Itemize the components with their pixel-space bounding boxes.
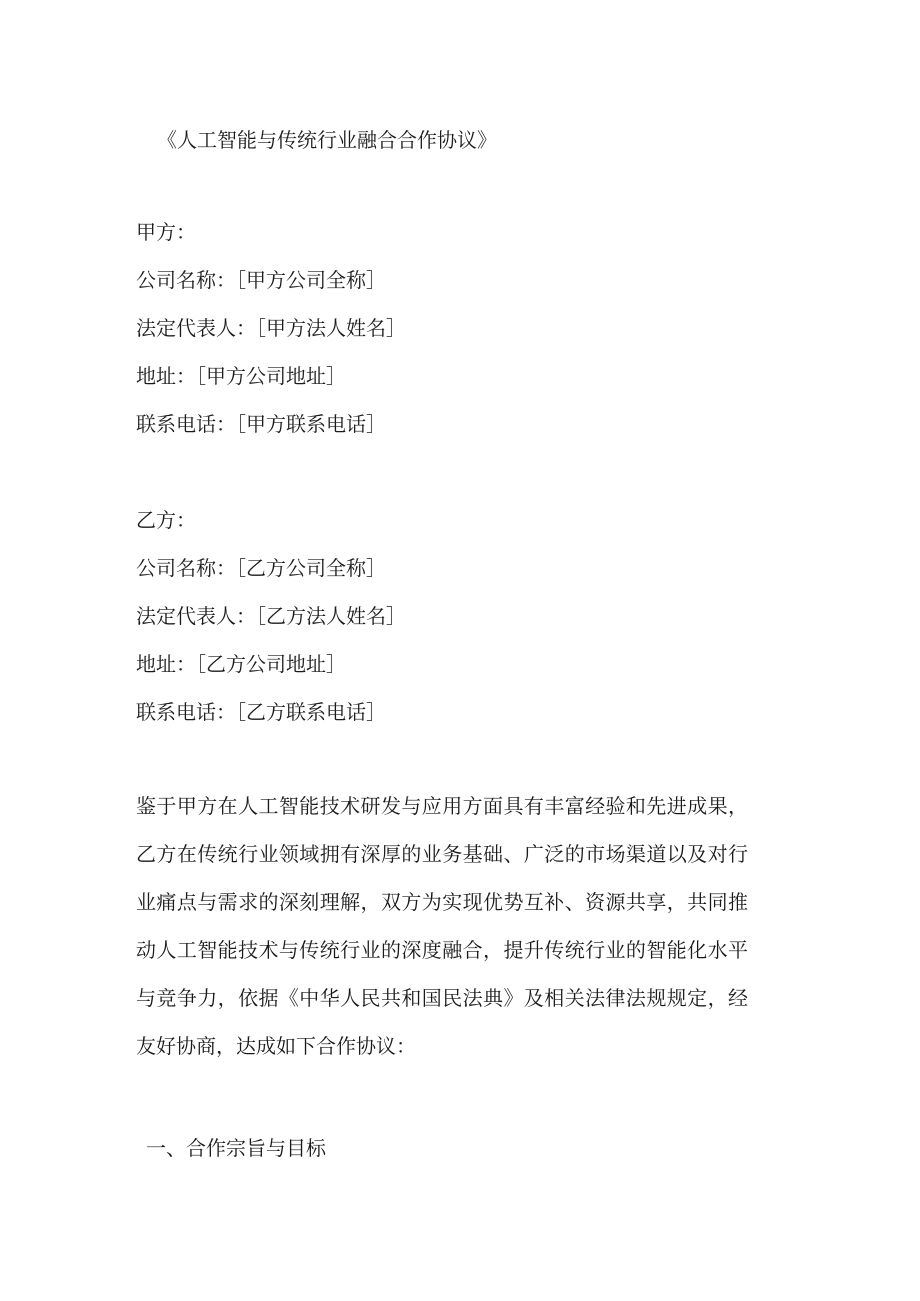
document-title: 《人工智能与传统行业融合合作协议》 xyxy=(157,128,497,152)
party-a-legal-rep: 法定代表人：［甲方法人姓名］ xyxy=(136,316,406,340)
party-a-address: 地址：［甲方公司地址］ xyxy=(136,364,346,388)
party-b-address: 地址：［乙方公司地址］ xyxy=(136,652,346,676)
section-1-heading: 一、合作宗旨与目标 xyxy=(146,1136,326,1160)
preamble-paragraph: 鉴于甲方在人工智能技术研发与应用方面具有丰富经验和先进成果，乙方在传统行业领域拥有深厚的业务基础、广泛的市场渠道以及对行业痛点与需求的深刻理解，双方为实现优势互补、资源共享，共同推动人工智能技术与传统行业的深度融合，提升传统行业的智能化水平与竞争力，依据《中华人民共和国民法典》及相关法律法规规定，经友好协商，达成如下合作协议： xyxy=(136,794,748,1058)
party-b-heading: 乙方： xyxy=(136,508,196,532)
party-b-company: 公司名称：［乙方公司全称］ xyxy=(136,556,386,580)
party-a-phone: 联系电话：［甲方联系电话］ xyxy=(136,412,386,436)
party-b-phone: 联系电话：［乙方联系电话］ xyxy=(136,700,386,724)
party-a-heading: 甲方： xyxy=(136,220,196,244)
party-b-legal-rep: 法定代表人：［乙方法人姓名］ xyxy=(136,604,406,628)
party-a-company: 公司名称：［甲方公司全称］ xyxy=(136,268,386,292)
